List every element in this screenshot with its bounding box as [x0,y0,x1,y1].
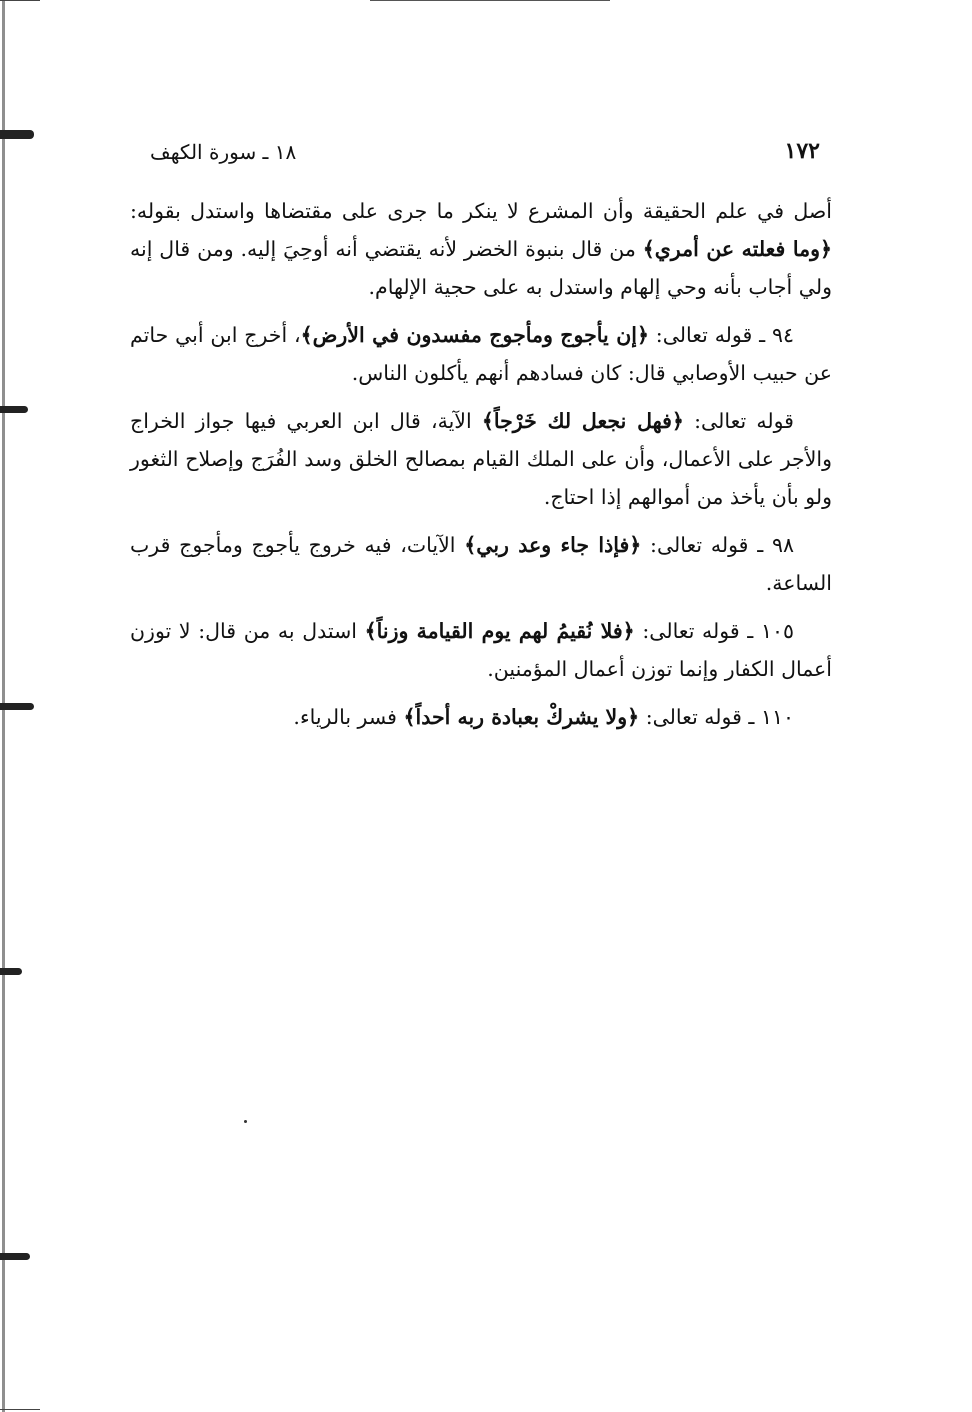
paragraph-text: أصل في علم الحقيقة وأن المشرع لا ينكر ما جرى على مقتضاها واستدل بقوله: [130,199,832,223]
paragraph-text: ، أخرج ابن أبي حاتم عن حبيب الأوصابي قال: كان فسادهم أنهم يأكلون الناس. [130,323,832,385]
paragraph-text: ١١٠ ـ قوله تعالى: [639,705,794,729]
quran-quote: ﴿فلا نُقيمُ لهم يوم القيامة وزناً﴾ [364,619,635,643]
paragraph [130,612,832,688]
binding-mark [0,130,34,139]
quran-quote: ﴿ولا يشركْ بعبادة ربه أحداً﴾ [403,705,640,729]
quran-quote: ﴿فإذا جاء وعد ربي﴾ [464,533,642,557]
scan-corner-bottom [0,1409,40,1410]
paragraph-text: قوله تعالى: [683,409,794,433]
surah-title: ١٨ ـ سورة الكهف [150,140,297,164]
binding-mark [0,1253,30,1260]
quran-quote: ﴿فهل نجعل لك خَرْجاً﴾ [481,409,684,433]
quran-quote: ﴿وما فعلته عن أمري﴾ [642,237,832,261]
paragraph-text: فسر بالرياء. [293,705,404,729]
paragraph-text: ٩٨ ـ قوله تعالى: [641,533,794,557]
paragraph [130,526,832,602]
page-header [140,138,820,174]
page-body [130,192,832,746]
paragraph-text: من قال بنبوة الخضر لأنه يقتضي أنه أوحِيَ إليه. ومن قال إنه ولي أجاب بأنه وحي إلهام واستدل به على حجية الإلهام. [130,237,832,299]
paragraph-text: ٩٤ ـ قوله تعالى: [648,323,795,347]
binding-mark [0,703,34,710]
paragraph [130,192,832,306]
page-number: ١٧٢ [784,138,820,164]
paragraph-text: استدل به من قال: لا توزن أعمال الكفار وإنما توزن أعمال المؤمنين. [130,619,832,681]
scan-corner-top [0,0,40,1]
paragraph [130,402,832,516]
quran-quote: ﴿إن يأجوج ومأجوج مفسدون في الأرض﴾ [300,323,649,347]
scan-speck [244,1120,247,1123]
paragraph-text: الآية، قال ابن العربي فيها جواز الخراج والأجر على الأعمال، وأن على الملك القيام بمصالح الخلق وسد الفُرَج وإصلاح الثغور ولو بأن يأخذ من أموالهم إذا احتاج. [130,409,832,509]
binding-mark [0,406,28,413]
scan-top-line [370,0,610,1]
paragraph [130,316,832,392]
paragraph-text: ١٠٥ ـ قوله تعالى: [634,619,795,643]
binding-mark [0,968,22,975]
paragraph [130,698,832,736]
paragraph-text: الآيات، فيه خروج يأجوج ومأجوج قرب الساعة. [130,533,832,595]
